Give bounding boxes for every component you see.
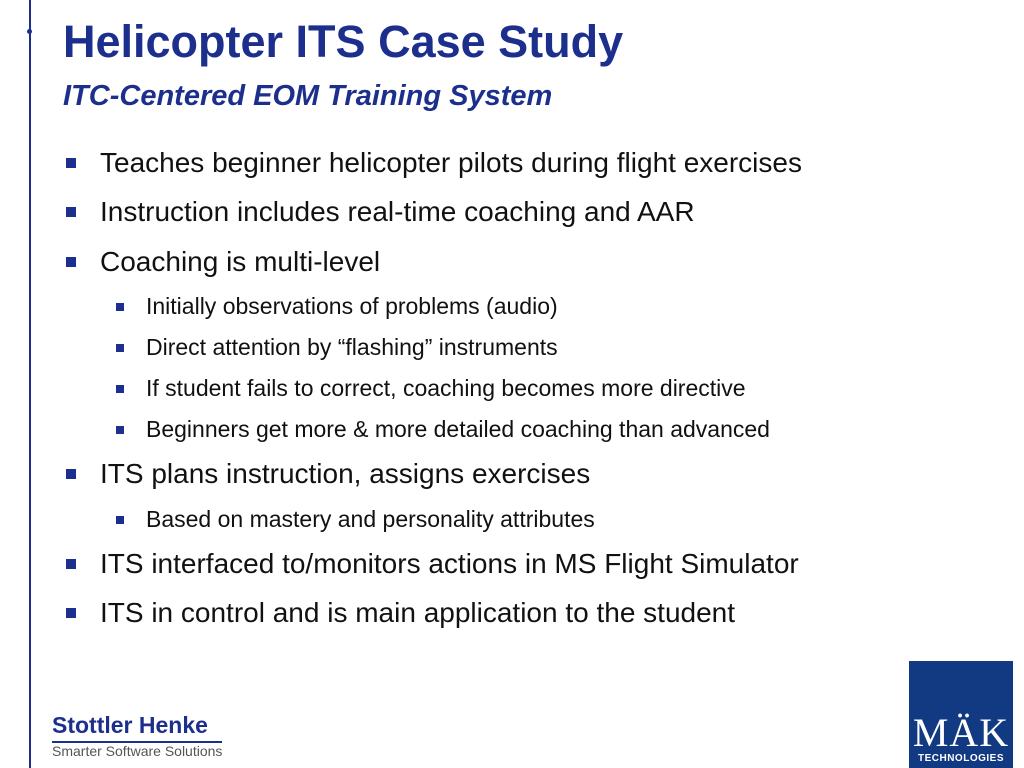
square-bullet-icon	[66, 559, 76, 569]
square-bullet-icon	[66, 257, 76, 267]
bullet-text: ITS plans instruction, assigns exercises	[100, 458, 591, 489]
bullet-text: ITS interfaced to/monitors actions in MS Flight Simulator	[100, 548, 799, 579]
mak-logo-name: MÄK	[912, 710, 1010, 755]
sub-bullet-text: Direct attention by “flashing” instruments	[146, 334, 558, 360]
stottler-henke-tagline: Smarter Software Solutions	[52, 743, 223, 759]
sub-bullet-item	[146, 415, 770, 443]
bullet-item	[100, 596, 735, 630]
square-bullet-icon	[116, 516, 124, 524]
bullet-item	[100, 547, 799, 581]
bullet-text: Coaching is multi-level	[100, 246, 381, 277]
square-bullet-icon	[116, 344, 124, 352]
sub-bullet-text: Based on mastery and personality attributes	[146, 506, 595, 532]
square-bullet-icon	[66, 469, 76, 479]
bullet-text: Teaches beginner helicopter pilots during flight exercises	[100, 147, 802, 178]
square-bullet-icon	[116, 303, 124, 311]
bullet-item	[100, 146, 802, 180]
sub-bullet-item	[146, 374, 746, 402]
square-bullet-icon	[66, 608, 76, 618]
sub-bullet-text: If student fails to correct, coaching becomes more directive	[146, 375, 746, 401]
sub-bullet-item	[146, 292, 558, 320]
sub-bullet-item	[146, 505, 595, 533]
square-bullet-icon	[66, 158, 76, 168]
sub-bullet-text: Initially observations of problems (audio)	[146, 293, 558, 319]
bullet-text: Instruction includes real-time coaching and AAR	[100, 196, 695, 227]
square-bullet-icon	[116, 385, 124, 393]
square-bullet-icon	[66, 207, 76, 217]
square-bullet-icon	[116, 426, 124, 434]
bullet-text: ITS in control and is main application to the student	[100, 597, 736, 628]
slide-title: Helicopter ITS Case Study	[63, 16, 624, 67]
left-accent-line	[29, 0, 31, 768]
mak-technologies-logo	[909, 661, 1013, 768]
mak-logo-subtitle: TECHNOLOGIES	[917, 753, 1004, 764]
sub-bullet-item	[146, 333, 558, 361]
bullet-item	[100, 457, 590, 491]
slide-subtitle: ITC-Centered EOM Training System	[63, 80, 553, 112]
stottler-henke-logo	[52, 712, 222, 760]
bullet-item	[100, 195, 695, 229]
sub-bullet-text: Beginners get more & more detailed coaching than advanced	[146, 416, 770, 442]
accent-dot	[27, 29, 32, 34]
bullet-item	[100, 245, 380, 279]
stottler-henke-name: Stottler Henke	[52, 712, 222, 743]
